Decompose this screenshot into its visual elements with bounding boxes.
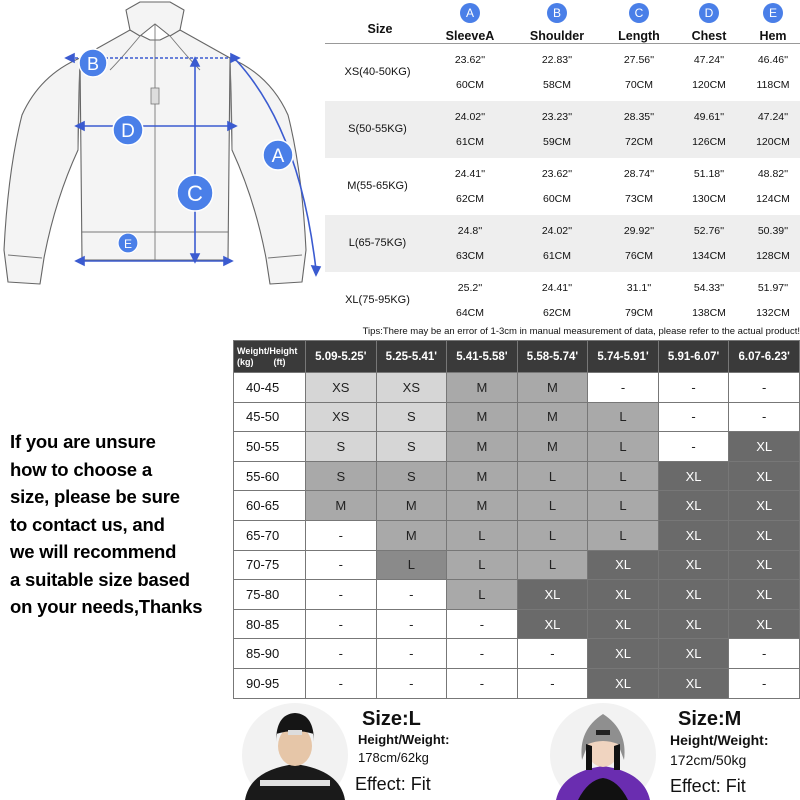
size-cell: L: [447, 580, 518, 610]
size-cell: XS: [376, 373, 447, 403]
size-cell: -: [376, 639, 447, 669]
size-column-header: Size: [367, 22, 393, 36]
size-cell: M: [447, 491, 518, 521]
measure-inches: 28.74'': [623, 168, 655, 180]
measure-inches: 29.92'': [623, 225, 655, 237]
col-length-header: [599, 0, 679, 44]
svg-text:C: C: [187, 181, 203, 206]
size-cell: L: [588, 491, 659, 521]
model-hw-value-m: 172cm/50kg: [670, 752, 747, 768]
col-letter-e: E: [763, 3, 783, 23]
measure-inches: 23.62'': [541, 168, 573, 180]
measure-cm: 59CM: [542, 136, 571, 148]
size-cell: XL: [517, 580, 588, 610]
size-cell: XL: [658, 550, 729, 580]
advice-line: If you are unsure: [10, 431, 156, 452]
measure-cm: 63CM: [455, 250, 484, 262]
size-cell: L: [517, 491, 588, 521]
size-cell: M: [517, 432, 588, 462]
size-cell: XL: [588, 668, 659, 698]
size-cell: -: [376, 580, 447, 610]
size-cell: XL: [658, 639, 729, 669]
weight-label: 50-55: [234, 432, 306, 462]
measure-inches: 23.62'': [454, 54, 486, 66]
size-cell: L: [517, 550, 588, 580]
measure-inches: 28.35'': [623, 111, 655, 123]
size-cell: XL: [729, 550, 800, 580]
measure-cm: 126CM: [692, 136, 726, 148]
size-cell: -: [658, 432, 729, 462]
col-sleeve-header: [430, 0, 510, 44]
grid-row: [234, 402, 800, 432]
size-cell: -: [306, 639, 377, 669]
model-hw-label-m: Height/Weight:: [670, 732, 769, 748]
svg-text:E: E: [123, 237, 133, 251]
size-name: S(50-55KG): [348, 123, 407, 135]
height-header: 5.25-5.41': [376, 341, 447, 373]
size-advice-text: [10, 428, 232, 621]
col-hem-header: [733, 0, 800, 44]
size-name: M(55-65KG): [347, 180, 408, 192]
size-cell: XL: [658, 461, 729, 491]
svg-text:A: A: [271, 146, 285, 167]
measure-inches: 22.83'': [541, 54, 573, 66]
model-card-l: [240, 700, 530, 800]
size-cell: S: [376, 461, 447, 491]
measure-cm: 124CM: [756, 193, 790, 205]
size-table-header: [325, 0, 800, 44]
weight-label: 70-75: [234, 550, 306, 580]
size-cell: -: [306, 520, 377, 550]
marker-b: [79, 49, 107, 77]
size-cell: L: [588, 520, 659, 550]
jacket-outline: [0, 0, 325, 290]
size-cell: XL: [729, 491, 800, 521]
measure-cm: 132CM: [756, 307, 790, 319]
grid-row: [234, 520, 800, 550]
grid-header-row: [234, 341, 800, 373]
measure-cm: 61CM: [455, 136, 484, 148]
weight-label: 90-95: [234, 668, 306, 698]
size-cell: M: [447, 373, 518, 403]
size-cell: -: [517, 668, 588, 698]
size-cell: -: [376, 609, 447, 639]
weight-label: 65-70: [234, 520, 306, 550]
col-label-length: Length: [618, 29, 660, 43]
size-cell: -: [729, 402, 800, 432]
size-cell: M: [376, 520, 447, 550]
weight-height-size-grid: [233, 340, 800, 699]
height-header: 5.09-5.25': [306, 341, 377, 373]
marker-a: [263, 140, 293, 170]
size-cell: XL: [729, 520, 800, 550]
measure-inches: 51.97'': [757, 282, 789, 294]
size-cell: -: [306, 609, 377, 639]
measure-inches: 51.18'': [693, 168, 725, 180]
col-label-hem: Hem: [759, 29, 787, 43]
measure-cm: 73CM: [624, 193, 653, 205]
height-header: 5.58-5.74': [517, 341, 588, 373]
size-name: XS(40-50KG): [344, 66, 411, 78]
grid-row: [234, 639, 800, 669]
weight-label: 60-65: [234, 491, 306, 521]
size-cell: S: [376, 432, 447, 462]
weight-label: 40-45: [234, 373, 306, 403]
size-cell: -: [658, 373, 729, 403]
model-size-m: Size:M: [678, 708, 742, 730]
size-cell: -: [306, 668, 377, 698]
col-label-shoulder: Shoulder: [529, 29, 585, 43]
col-letter-d: D: [699, 3, 719, 23]
marker-c: [177, 175, 213, 211]
measure-cm: 60CM: [455, 79, 484, 91]
grid-row: [234, 609, 800, 639]
measure-cm: 130CM: [692, 193, 726, 205]
size-cell: -: [729, 639, 800, 669]
size-cell: -: [517, 639, 588, 669]
size-cell: XL: [588, 580, 659, 610]
measure-cm: 64CM: [455, 307, 484, 319]
measure-inches: 50.39'': [757, 225, 789, 237]
size-table-row: [325, 44, 800, 101]
size-cell: XS: [306, 373, 377, 403]
grid-row: [234, 580, 800, 610]
tips-note: Tips:There may be an error of 1-3cm in manual measurement of data, please refer to the actual product!: [362, 326, 800, 337]
measure-cm: 120CM: [756, 136, 790, 148]
size-cell: M: [306, 491, 377, 521]
size-cell: XL: [729, 580, 800, 610]
measure-inches: 54.33'': [693, 282, 725, 294]
measure-cm: 118CM: [756, 79, 790, 91]
model-size-l: Size:L: [362, 708, 421, 730]
grid-corner-line2: (kg) (ft): [237, 356, 286, 367]
grid-row: [234, 373, 800, 403]
measure-cm: 138CM: [692, 307, 726, 319]
col-letter-a: A: [460, 3, 480, 23]
measure-cm: 120CM: [692, 79, 726, 91]
weight-label: 85-90: [234, 639, 306, 669]
advice-line: we will recommend: [10, 541, 177, 562]
size-cell: -: [447, 609, 518, 639]
measure-cm: 76CM: [624, 250, 653, 262]
weight-label: 80-85: [234, 609, 306, 639]
size-cell: XL: [658, 520, 729, 550]
measure-inches: 24.02'': [454, 111, 486, 123]
size-cell: L: [588, 402, 659, 432]
measure-inches: 24.8'': [457, 225, 483, 237]
measure-inches: 24.41'': [541, 282, 573, 294]
model-photo-m: [548, 700, 658, 800]
col-label-sleeve: SleeveA: [445, 29, 495, 43]
size-cell: L: [447, 520, 518, 550]
size-cell: XS: [306, 402, 377, 432]
size-cell: M: [447, 461, 518, 491]
measure-cm: 60CM: [542, 193, 571, 205]
height-header: 5.74-5.91': [588, 341, 659, 373]
jacket-diagram: [0, 0, 325, 290]
size-cell: M: [376, 491, 447, 521]
advice-line: on your needs,Thanks: [10, 596, 203, 617]
col-shoulder-header: [517, 0, 597, 44]
measure-inches: 24.02'': [541, 225, 573, 237]
size-name: XL(75-95KG): [345, 294, 410, 306]
advice-line: to contact us, and: [10, 513, 165, 535]
grid-row: [234, 491, 800, 521]
model-hw-value-l: 178cm/62kg: [358, 750, 429, 765]
size-table-row: [325, 101, 800, 158]
size-cell: S: [306, 461, 377, 491]
size-cell: -: [376, 668, 447, 698]
size-cell: S: [306, 432, 377, 462]
advice-line: a suitable size based: [10, 568, 190, 590]
height-header: 5.41-5.58': [447, 341, 518, 373]
size-name: L(65-75KG): [348, 237, 407, 249]
measure-inches: 52.76'': [693, 225, 725, 237]
svg-text:D: D: [121, 121, 135, 142]
size-cell: -: [729, 668, 800, 698]
measure-inches: 23.23'': [541, 111, 573, 123]
size-cell: XL: [729, 461, 800, 491]
size-table-row: [325, 272, 800, 329]
measure-cm: 61CM: [542, 250, 571, 262]
size-cell: XL: [729, 432, 800, 462]
model-photo-l: [240, 700, 350, 800]
measure-inches: 24.41'': [454, 168, 486, 180]
size-cell: XL: [588, 609, 659, 639]
grid-body: [234, 373, 800, 699]
model-effect-l: Effect: Fit: [355, 774, 431, 794]
size-cell: XL: [658, 609, 729, 639]
size-cell: -: [588, 373, 659, 403]
size-cell: -: [306, 580, 377, 610]
measure-cm: 134CM: [692, 250, 726, 262]
col-letter-c: C: [629, 3, 649, 23]
size-cell: L: [517, 520, 588, 550]
size-cell: XL: [729, 609, 800, 639]
advice-line: how to choose a: [10, 458, 152, 480]
height-header: 6.07-6.23': [729, 341, 800, 373]
size-cell: L: [588, 432, 659, 462]
col-label-chest: Chest: [691, 29, 727, 43]
size-cell: XL: [658, 580, 729, 610]
measure-cm: 70CM: [624, 79, 653, 91]
size-cell: L: [447, 550, 518, 580]
marker-d: [113, 115, 143, 145]
size-cell: XL: [588, 639, 659, 669]
size-cell: S: [376, 402, 447, 432]
size-cell: -: [658, 402, 729, 432]
height-header: 5.91-6.07': [658, 341, 729, 373]
size-cell: XL: [658, 668, 729, 698]
size-measurement-table: [325, 0, 800, 328]
measure-cm: 58CM: [542, 79, 571, 91]
size-cell: L: [376, 550, 447, 580]
grid-corner-label: [234, 341, 306, 373]
size-cell: M: [517, 373, 588, 403]
model-effect-m: Effect: Fit: [670, 776, 746, 796]
grid-corner-line1: Weight/Height: [237, 345, 298, 356]
model-card-m: [548, 700, 800, 800]
size-table-row: [325, 158, 800, 215]
size-cell: XL: [517, 609, 588, 639]
measure-cm: 72CM: [624, 136, 653, 148]
measure-inches: 31.1'': [626, 282, 652, 294]
size-cell: M: [447, 432, 518, 462]
measure-cm: 128CM: [756, 250, 790, 262]
size-cell: -: [447, 639, 518, 669]
measure-cm: 62CM: [455, 193, 484, 205]
measure-inches: 47.24'': [757, 111, 789, 123]
size-cell: L: [517, 461, 588, 491]
weight-label: 55-60: [234, 461, 306, 491]
measure-inches: 48.82'': [757, 168, 789, 180]
advice-line: size, please be sure: [10, 486, 180, 507]
size-cell: M: [447, 402, 518, 432]
size-table-row: [325, 215, 800, 272]
grid-row: [234, 461, 800, 491]
measure-inches: 47.24'': [693, 54, 725, 66]
measure-inches: 49.61'': [693, 111, 725, 123]
size-cell: M: [517, 402, 588, 432]
size-cell: -: [447, 668, 518, 698]
grid-row: [234, 432, 800, 462]
size-cell: L: [588, 461, 659, 491]
marker-e: [118, 233, 138, 253]
grid-row: [234, 668, 800, 698]
col-letter-b: B: [547, 3, 567, 23]
size-cell: XL: [658, 491, 729, 521]
measure-inches: 27.56'': [623, 54, 655, 66]
grid-row: [234, 550, 800, 580]
weight-label: 45-50: [234, 402, 306, 432]
measure-cm: 79CM: [624, 307, 653, 319]
measure-inches: 46.46'': [757, 54, 789, 66]
measure-inches: 25.2'': [457, 282, 483, 294]
size-cell: -: [729, 373, 800, 403]
svg-text:B: B: [86, 54, 100, 74]
weight-label: 75-80: [234, 580, 306, 610]
measure-cm: 62CM: [542, 307, 571, 319]
size-cell: XL: [588, 550, 659, 580]
size-cell: -: [306, 550, 377, 580]
model-hw-label-l: Height/Weight:: [358, 732, 450, 747]
